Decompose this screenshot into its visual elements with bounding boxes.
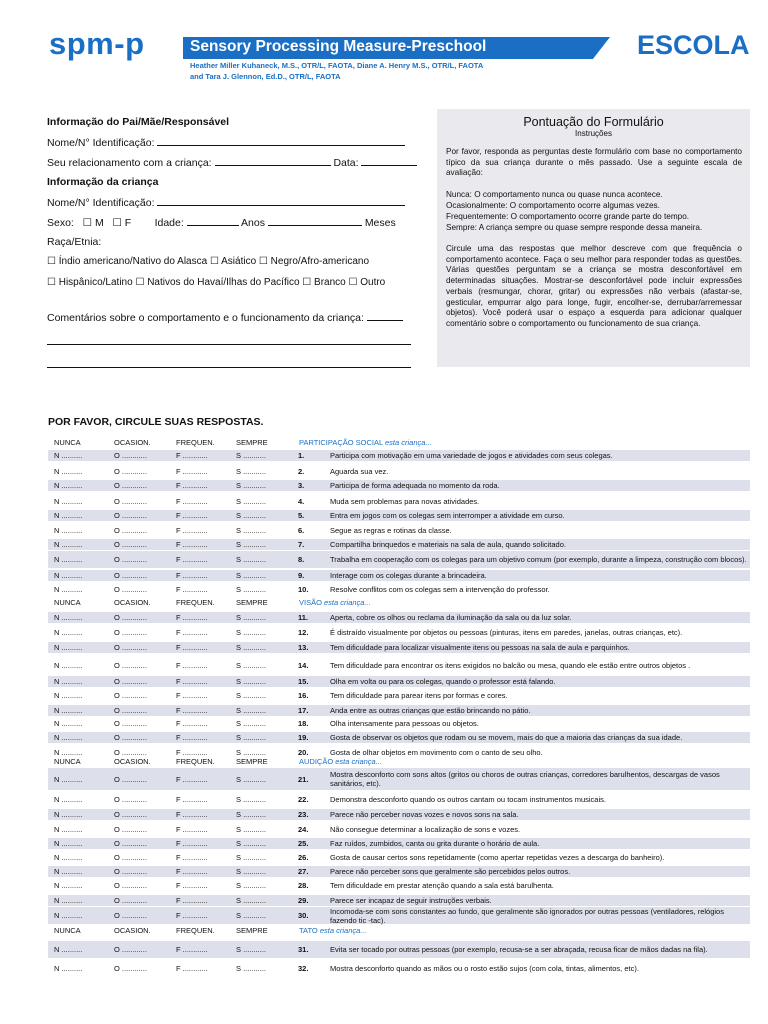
response-option-f[interactable]: F ............ (176, 881, 208, 890)
spm-p-logo: spm-p (49, 26, 145, 61)
authors (190, 61, 483, 82)
response-option-s[interactable]: S ........... (236, 643, 267, 652)
item-text: Olha em volta ou para os colegas, quando o professor está falando. (330, 677, 556, 686)
item-text: Olha intensamente para pessoas ou objetos. (330, 719, 479, 728)
parent-heading: Informação do Pai/Mãe/Responsável (47, 116, 230, 128)
response-option-f[interactable]: F ............ (176, 795, 208, 804)
response-option-o[interactable]: O ............ (114, 853, 147, 862)
table-row (48, 794, 750, 805)
response-option-s[interactable]: S ........... (236, 555, 267, 564)
item-number: 14. (298, 661, 309, 670)
table-row (48, 657, 750, 674)
response-option-s[interactable]: S ........... (236, 613, 267, 622)
item-number: 3. (298, 481, 305, 490)
response-option-s[interactable]: S ........... (236, 661, 267, 670)
response-option-o[interactable]: O ............ (114, 867, 147, 876)
response-option-f[interactable]: F ............ (176, 481, 208, 490)
table-row (48, 676, 750, 687)
column-label: OCASION. (114, 757, 151, 766)
response-option-o[interactable]: O ............ (114, 451, 147, 460)
section-header (0, 757, 768, 768)
response-option-n[interactable]: N .......... (54, 733, 83, 742)
response-option-s[interactable]: S ........... (236, 526, 267, 535)
response-option-f[interactable]: F ............ (176, 497, 208, 506)
response-option-n[interactable]: N .......... (54, 540, 83, 549)
response-option-o[interactable]: O ............ (114, 748, 147, 757)
response-option-n[interactable]: N .......... (54, 677, 83, 686)
response-option-f[interactable]: F ............ (176, 867, 208, 876)
item-text: Trabalha em cooperação com os colegas para um objetivo comum (por exemplo, durante a limpeza, construção com blocos). (330, 555, 747, 564)
response-option-s[interactable]: S ........... (236, 511, 267, 520)
scoring-body: Circule uma das respostas que melhor descreve com que frequência o comportamento acontece. Faça o seu melhor para responder todas as questões. Várias questões perguntam se a criança se mostra desconfortável em determinadas situações. Mostrar-se desconfortável pode incluir expressões verbais (resmungar, chorar, gritar) ou expressões não verbais (afastar-se, gesticular, empurrar algo para longe, fugir, encolher-se, derrubar/arremessar objetos). Você poderá usar o espaço a esquerda para adicionar qualquer comentário sobre o comportamento ou funcionamento de sua criança. (446, 244, 742, 328)
item-text: Faz ruídos, zumbidos, canta ou grita durante o horário de aula. (330, 839, 540, 848)
authors-line-1: Heather Miller Kuhaneck, M.S., OTR/L, FAOTA, Diane A. Henry M.S., OTR/L, FAOTA (190, 61, 484, 70)
response-option-s[interactable]: S ........... (236, 691, 267, 700)
response-option-o[interactable]: O ............ (114, 497, 147, 506)
response-option-n[interactable]: N .......... (54, 945, 83, 954)
response-option-n[interactable]: N .......... (54, 643, 83, 652)
response-option-o[interactable]: O ............ (114, 964, 147, 973)
response-option-o[interactable]: O ............ (114, 881, 147, 890)
response-option-s[interactable]: S ........... (236, 706, 267, 715)
table-row (48, 866, 750, 877)
item-text: Não consegue determinar a localização de sons e vozes. (330, 825, 521, 834)
scale-always: Sempre: A criança sempre ou quase sempre responde dessa maneira. (446, 223, 703, 232)
response-option-s[interactable]: S ........... (236, 481, 267, 490)
response-option-s[interactable]: S ........... (236, 748, 267, 757)
response-option-n[interactable]: N .......... (54, 706, 83, 715)
response-option-s[interactable]: S ........... (236, 719, 267, 728)
race-label: Raça/Etnia: (47, 236, 102, 248)
item-number: 6. (298, 526, 305, 535)
response-option-n[interactable]: N .......... (54, 481, 83, 490)
table-row (48, 612, 750, 623)
item-text: Evita ser tocado por outras pessoas (por exemplo, recusa-se a ser abraçada, recusa ficar de mãos dadas na fila). (330, 945, 708, 954)
response-option-f[interactable]: F ............ (176, 540, 208, 549)
response-option-o[interactable]: O ............ (114, 896, 147, 905)
item-text: Anda entre as outras crianças que estão brincando no pátio. (330, 706, 531, 715)
table-row (48, 809, 750, 820)
item-text: Tem dificuldade para parear itens por formas e cores. (330, 691, 508, 700)
child-heading: Informação da criança (47, 176, 159, 188)
response-option-n[interactable]: N .......... (54, 451, 83, 460)
table-row (48, 584, 750, 595)
response-option-n[interactable]: N .......... (54, 661, 83, 670)
response-option-s[interactable]: S ........... (236, 945, 267, 954)
response-option-f[interactable]: F ............ (176, 613, 208, 622)
item-number: 8. (298, 555, 305, 564)
response-option-n[interactable]: N .......... (54, 867, 83, 876)
response-option-o[interactable]: O ............ (114, 825, 147, 834)
response-option-n[interactable]: N .......... (54, 748, 83, 757)
section-header (0, 598, 768, 609)
response-option-n[interactable]: N .......... (54, 896, 83, 905)
item-number: 13. (298, 643, 309, 652)
table-row (48, 450, 750, 461)
response-option-f[interactable]: F ............ (176, 911, 208, 920)
table-row (48, 627, 750, 638)
response-option-n[interactable]: N .......... (54, 555, 83, 564)
column-label: NUNCA (54, 926, 81, 935)
comments-field[interactable]: Comentários sobre o comportamento e o funcionamento da criança: (47, 311, 403, 324)
item-text: Tem dificuldade em prestar atenção quando a sala está barulhenta. (330, 881, 554, 890)
response-option-o[interactable]: O ............ (114, 613, 147, 622)
table-row (48, 768, 750, 790)
item-number: 11. (298, 613, 309, 622)
response-option-s[interactable]: S ........... (236, 839, 267, 848)
response-option-n[interactable]: N .......... (54, 964, 83, 973)
authors-line-2: and Tara J. Glennon, Ed.D., OTR/L, FAOTA (190, 71, 341, 81)
column-label: NUNCA (54, 598, 81, 607)
response-option-f[interactable]: F ............ (176, 661, 208, 670)
scale-frequently: Frequentemente: O comportamento ocorre grande parte do tempo. (446, 212, 690, 221)
response-option-o[interactable]: O ............ (114, 467, 147, 476)
response-option-f[interactable]: F ............ (176, 643, 208, 652)
table-row (48, 732, 750, 743)
response-option-s[interactable]: S ........... (236, 867, 267, 876)
response-option-n[interactable]: N .......... (54, 628, 83, 637)
item-number: 9. (298, 571, 305, 580)
response-option-f[interactable]: F ............ (176, 774, 208, 784)
response-option-f[interactable]: F ............ (176, 964, 208, 973)
response-option-o[interactable]: O ............ (114, 540, 147, 549)
item-text: Entra em jogos com os colegas sem interromper a atividade em curso. (330, 511, 565, 520)
table-row (48, 824, 750, 835)
table-row (48, 963, 750, 974)
response-option-f[interactable]: F ............ (176, 571, 208, 580)
column-label: OCASION. (114, 926, 151, 935)
response-option-n[interactable]: N .......... (54, 585, 83, 594)
column-label: SEMPRE (236, 757, 268, 766)
response-option-o[interactable]: O ............ (114, 733, 147, 742)
race-options-1[interactable]: ☐ Índio americano/Nativo do Alasca ☐ Asiático ☐ Negro/Afro-americano (47, 256, 370, 267)
column-label: OCASION. (114, 598, 151, 607)
section-name: AUDIÇÃO esta criança... (299, 757, 382, 766)
response-option-o[interactable]: O ............ (114, 691, 147, 700)
item-number: 19. (298, 733, 309, 742)
item-number: 20. (298, 748, 309, 757)
scoring-intro: Por favor, responda as perguntas deste formulário com base no comportamento típico da sua criança durante o mês passado. Use a seguinte escala de avaliação: (446, 147, 742, 178)
item-text: Segue as regras e rotinas da classe. (330, 526, 452, 535)
section-name: TATO esta criança... (299, 926, 367, 935)
item-text: Gosta de causar certos sons repetidamente (como apertar repetidas vezes a descarga do banheiro). (330, 853, 665, 862)
response-option-f[interactable]: F ............ (176, 853, 208, 862)
response-option-n[interactable]: N .......... (54, 497, 83, 506)
response-option-s[interactable]: S ........... (236, 733, 267, 742)
scale-occasionally: Ocasionalmente: O comportamento ocorre algumas vezes. (446, 201, 660, 210)
item-text: Compartilha brinquedos e materiais na sala de aula, quando solicitado. (330, 540, 566, 549)
section-name: PARTICIPAÇÃO SOCIAL esta criança... (299, 438, 432, 447)
item-number: 22. (298, 795, 309, 804)
response-option-n[interactable]: N .......... (54, 839, 83, 848)
item-text: Interage com os colegas durante a brincadeira. (330, 571, 487, 580)
column-label: OCASION. (114, 438, 151, 447)
table-row (48, 718, 750, 729)
response-option-f[interactable]: F ............ (176, 825, 208, 834)
response-option-f[interactable]: F ............ (176, 839, 208, 848)
table-row (48, 642, 750, 653)
column-label: SEMPRE (236, 438, 268, 447)
table-row (48, 525, 750, 536)
response-option-f[interactable]: F ............ (176, 451, 208, 460)
column-label: NUNCA (54, 438, 81, 447)
item-text: Parece ser incapaz de seguir instruções verbais. (330, 896, 492, 905)
response-option-o[interactable]: O ............ (114, 526, 147, 535)
table-row (48, 496, 750, 507)
item-number: 7. (298, 540, 305, 549)
table-row (48, 852, 750, 863)
table-row (48, 907, 750, 924)
race-options-2[interactable]: ☐ Hispânico/Latino ☐ Nativos do Havaí/Ilhas do Pacífico ☐ Branco ☐ Outro (47, 277, 386, 288)
response-option-f[interactable]: F ............ (176, 511, 208, 520)
response-option-f[interactable]: F ............ (176, 810, 208, 819)
response-option-f[interactable]: F ............ (176, 467, 208, 476)
item-text: Parece não perceber sons que geralmente são percebidos pelos outros. (330, 867, 571, 876)
table-row (48, 895, 750, 906)
response-option-s[interactable]: S ........... (236, 810, 267, 819)
response-option-s[interactable]: S ........... (236, 585, 267, 594)
response-option-o[interactable]: O ............ (114, 945, 147, 954)
response-option-o[interactable]: O ............ (114, 839, 147, 848)
response-option-o[interactable]: O ............ (114, 810, 147, 819)
column-label: FREQUEN. (176, 438, 215, 447)
response-option-f[interactable]: F ............ (176, 526, 208, 535)
response-option-s[interactable]: S ........... (236, 911, 267, 920)
response-option-f[interactable]: F ............ (176, 706, 208, 715)
response-option-s[interactable]: S ........... (236, 540, 267, 549)
item-number: 4. (298, 497, 305, 506)
table-row (48, 480, 750, 491)
item-text: Mostra desconforto com sons altos (gritos ou choros de outras crianças, corredores barulhentos, descargas de vasos sanitários, etc). (330, 770, 720, 788)
response-option-s[interactable]: S ........... (236, 628, 267, 637)
item-number: 23. (298, 810, 309, 819)
item-text: Resolve conflitos com os colegas sem a intervenção do professor. (330, 585, 550, 594)
response-option-s[interactable]: S ........... (236, 881, 267, 890)
response-option-o[interactable]: O ............ (114, 911, 147, 920)
item-number: 31. (298, 945, 309, 954)
table-row (48, 880, 750, 891)
response-option-n[interactable]: N .......... (54, 911, 83, 920)
item-text: Gosta de olhar objetos em movimento com o canto de seu olho. (330, 748, 543, 757)
response-option-o[interactable]: O ............ (114, 585, 147, 594)
item-text: Parece não perceber novas vozes e novos sons na sala. (330, 810, 519, 819)
sex-age-field[interactable]: Sexo: ☐ M ☐ F Idade: Anos Meses (47, 217, 396, 229)
response-option-f[interactable]: F ............ (176, 628, 208, 637)
item-number: 1. (298, 451, 305, 460)
item-text: Demonstra desconforto quando os outros cantam ou tocam instrumentos musicais. (330, 795, 606, 804)
response-option-o[interactable]: O ............ (114, 719, 147, 728)
response-option-f[interactable]: F ............ (176, 733, 208, 742)
response-option-n[interactable]: N .......... (54, 795, 83, 804)
table-row (48, 510, 750, 521)
response-option-n[interactable]: N .......... (54, 467, 83, 476)
item-number: 15. (298, 677, 309, 686)
item-text: Participa com motivação em uma variedade de jogos e atividades com seus colegas. (330, 451, 613, 460)
response-option-n[interactable]: N .......... (54, 825, 83, 834)
table-row (48, 466, 750, 477)
response-option-o[interactable]: O ............ (114, 677, 147, 686)
table-row (48, 838, 750, 849)
response-option-s[interactable]: S ........... (236, 825, 267, 834)
section-name: VISÃO esta criança... (299, 598, 371, 607)
column-label: SEMPRE (236, 926, 268, 935)
comment-line-2[interactable] (47, 367, 411, 368)
item-number: 16. (298, 691, 309, 700)
item-number: 10. (298, 585, 309, 594)
item-number: 24. (298, 825, 309, 834)
item-number: 25. (298, 839, 309, 848)
item-number: 18. (298, 719, 309, 728)
comment-line-1[interactable] (47, 344, 411, 345)
response-option-n[interactable]: N .......... (54, 810, 83, 819)
response-option-n[interactable]: N .......... (54, 571, 83, 580)
item-number: 21. (298, 774, 309, 784)
response-option-o[interactable]: O ............ (114, 481, 147, 490)
response-option-s[interactable]: S ........... (236, 467, 267, 476)
column-label: FREQUEN. (176, 757, 215, 766)
response-option-f[interactable]: F ............ (176, 677, 208, 686)
scoring-title: Pontuação do Formulário (523, 115, 664, 129)
table-row (48, 747, 750, 758)
setting-label: ESCOLA (637, 30, 750, 60)
scoring-instructions-box (437, 109, 750, 367)
item-text: Gosta de observar os objetos que rodam ou se movem, mais do que a maioria das crianças da sua idade. (330, 733, 683, 742)
response-option-f[interactable]: F ............ (176, 555, 208, 564)
scale-never: Nunca: O comportamento nunca ou quase nunca acontece. (446, 190, 663, 199)
item-number: 28. (298, 881, 309, 890)
response-option-s[interactable]: S ........... (236, 677, 267, 686)
table-row (48, 570, 750, 581)
item-text: Participa de forma adequada no momento da roda. (330, 481, 500, 490)
item-text: Tem dificuldade para encontrar os itens exigidos no balcão ou mesa, quando ele estão entre outros objetos . (330, 661, 691, 670)
item-number: 27. (298, 867, 309, 876)
response-option-f[interactable]: F ............ (176, 896, 208, 905)
response-option-n[interactable]: N .......... (54, 774, 83, 784)
response-option-n[interactable]: N .......... (54, 691, 83, 700)
table-row (48, 551, 750, 568)
response-option-o[interactable]: O ............ (114, 628, 147, 637)
parent-name-field[interactable]: Nome/N° Identificação: (47, 136, 405, 149)
column-label: FREQUEN. (176, 926, 215, 935)
response-option-s[interactable]: S ........... (236, 451, 267, 460)
relationship-field[interactable]: Seu relacionamento com a criança: Data: (47, 156, 417, 169)
response-option-o[interactable]: O ............ (114, 571, 147, 580)
item-text: É distraído visualmente por objetos ou pessoas (pinturas, itens em paredes, janelas, outras crianças, etc). (330, 628, 683, 637)
item-number: 32. (298, 964, 309, 973)
response-option-o[interactable]: O ............ (114, 555, 147, 564)
table-row (48, 690, 750, 701)
item-text: Aguarda sua vez. (330, 467, 389, 476)
item-number: 26. (298, 853, 309, 862)
response-option-f[interactable]: F ............ (176, 691, 208, 700)
form-title: Sensory Processing Measure-Preschool (190, 38, 487, 55)
item-text: Aperta, cobre os olhos ou reclama da iluminação da sala ou da luz solar. (330, 613, 572, 622)
item-number: 30. (298, 911, 309, 920)
section-header (0, 438, 768, 449)
response-option-s[interactable]: S ........... (236, 964, 267, 973)
circle-responses-heading: POR FAVOR, CIRCULE SUAS RESPOSTAS. (48, 416, 264, 428)
item-number: 5. (298, 511, 305, 520)
item-number: 12. (298, 628, 309, 637)
response-option-n[interactable]: N .......... (54, 613, 83, 622)
table-row (48, 539, 750, 550)
response-option-o[interactable]: O ............ (114, 511, 147, 520)
response-option-s[interactable]: S ........... (236, 896, 267, 905)
table-row (48, 941, 750, 958)
response-option-o[interactable]: O ............ (114, 774, 147, 784)
column-label: FREQUEN. (176, 598, 215, 607)
item-number: 2. (298, 467, 305, 476)
response-option-o[interactable]: O ............ (114, 795, 147, 804)
child-name-field[interactable]: Nome/N° Identificação: (47, 196, 405, 209)
response-option-f[interactable]: F ............ (176, 585, 208, 594)
item-number: 17. (298, 706, 309, 715)
response-option-s[interactable]: S ........... (236, 853, 267, 862)
response-option-s[interactable]: S ........... (236, 497, 267, 506)
section-header (0, 926, 768, 937)
response-option-o[interactable]: O ............ (114, 643, 147, 652)
column-label: NUNCA (54, 757, 81, 766)
column-label: SEMPRE (236, 598, 268, 607)
response-option-s[interactable]: S ........... (236, 795, 267, 804)
scoring-subtitle: Instruções (575, 129, 612, 138)
response-option-f[interactable]: F ............ (176, 748, 208, 757)
response-option-s[interactable]: S ........... (236, 571, 267, 580)
response-option-o[interactable]: O ............ (114, 706, 147, 715)
response-option-o[interactable]: O ............ (114, 661, 147, 670)
item-text: Tem dificuldade para localizar visualmente itens ou pessoas na sala de aula e parquinhos. (330, 643, 630, 652)
response-option-s[interactable]: S ........... (236, 774, 267, 784)
response-option-n[interactable]: N .......... (54, 526, 83, 535)
response-option-n[interactable]: N .......... (54, 511, 83, 520)
table-row (48, 705, 750, 716)
response-option-f[interactable]: F ............ (176, 945, 208, 954)
item-text: Incomoda-se com sons constantes ao fundo, que geralmente são ignorados por outras pessoas (ventiladores, relógios fazendo tic -tac). (330, 906, 724, 925)
response-option-n[interactable]: N .......... (54, 719, 83, 728)
response-option-n[interactable]: N .......... (54, 881, 83, 890)
item-number: 29. (298, 896, 309, 905)
item-text: Mostra desconforto quando as mãos ou o rosto estão sujos (com cola, tintas, alimentos, etc). (330, 964, 639, 973)
response-option-f[interactable]: F ............ (176, 719, 208, 728)
response-option-n[interactable]: N .......... (54, 853, 83, 862)
item-text: Muda sem problemas para novas atividades. (330, 497, 480, 506)
